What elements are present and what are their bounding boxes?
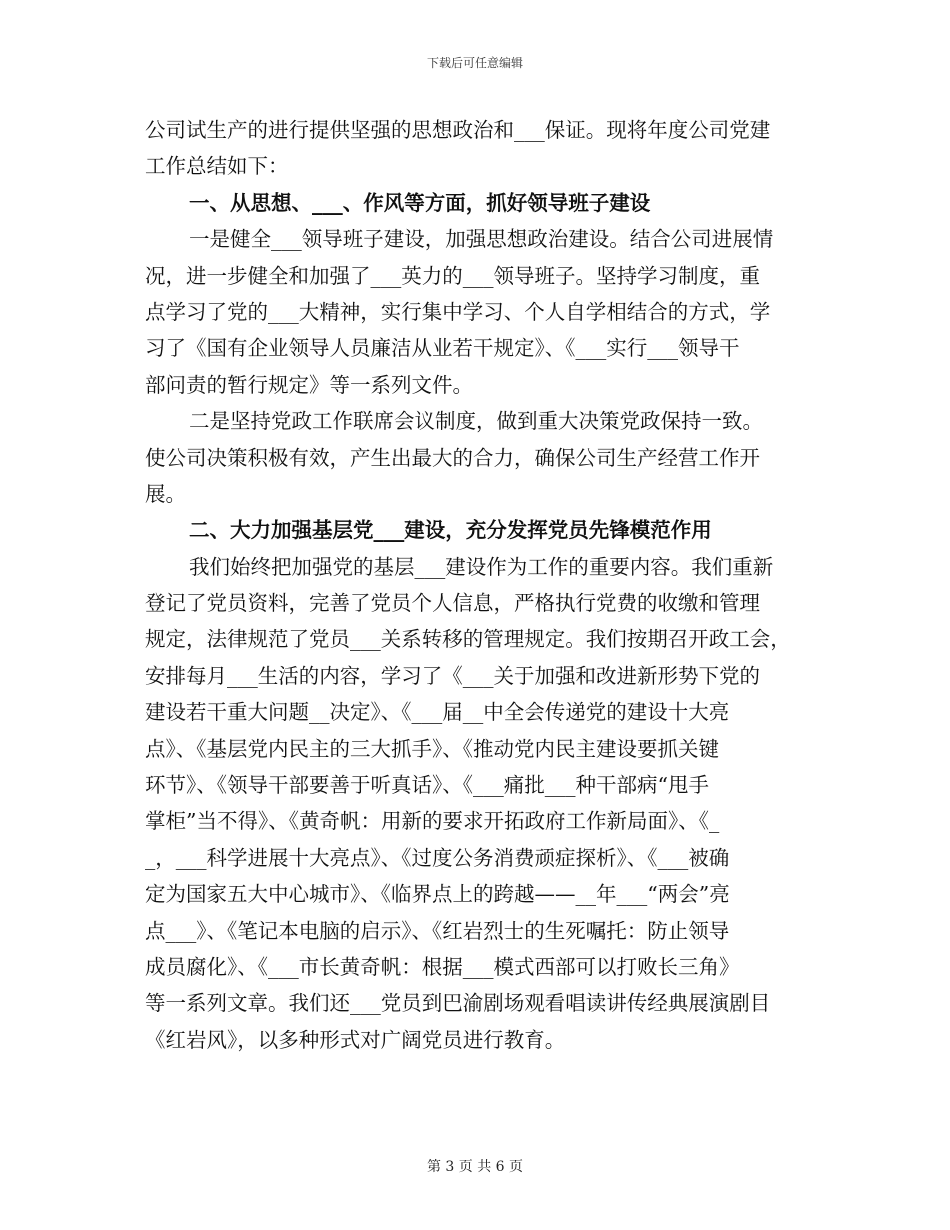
paragraph-line: 使公司决策积极有效，产生出最大的合力，确保公司生产经营工作开 <box>145 445 760 470</box>
section-heading-line: 一、从思想、___、作风等方面，抓好领导班子建设 <box>189 190 651 215</box>
section-heading-line: 二、大力加强基层党___建设，充分发挥党员先锋模范作用 <box>189 518 712 543</box>
paragraph-line: 建设若干重大问题__决定》、《___届__中全会传递党的建设十大亮 <box>145 700 730 725</box>
paragraph-line: 点学习了党的___大精神，实行集中学习、个人自学相结合的方式，学 <box>145 299 771 324</box>
paragraph-line: 成员腐化》、《___市长黄奇帆：根据___模式西部可以打败长三角》 <box>145 954 740 979</box>
paragraph-line: 安排每月___生活的内容，学习了《___关于加强和改进新形势下党的 <box>145 663 760 688</box>
paragraph-line: 点》、《基层党内民主的三大抓手》、《推动党内民主建设要抓关键 <box>145 736 719 761</box>
paragraph-line: 我们始终把加强党的基层___建设作为工作的重要内容。我们重新 <box>189 554 774 579</box>
paragraph-line: 工作总结如下： <box>145 154 289 179</box>
paragraph-line: 习了《国有企业领导人员廉洁从业若干规定》、《___实行___领导干 <box>145 336 740 361</box>
paragraph-line: 环节》、《领导干部要善于听真话》、《___痛批___种干部病“甩手 <box>145 773 709 798</box>
paragraph-line: 一是健全___领导班子建设，加强思想政治建设。结合公司进展情 <box>189 227 774 252</box>
paragraph-line: 等一系列文章。我们还___党员到巴渝剧场观看唱读讲传经典展演剧目 <box>145 991 771 1016</box>
paragraph-line: 《红岩风》，以多种形式对广阔党员进行教育。 <box>145 1027 566 1052</box>
paragraph-line: 部问责的暂行规定》等一系列文件。 <box>145 372 473 397</box>
paragraph-line: 掌柜”当不得》、《黄奇帆：用新的要求开拓政府工作新局面》、《_ <box>145 809 720 834</box>
paragraph-line: 二是坚持党政工作联席会议制度，做到重大决策党政保持一致。 <box>189 409 763 434</box>
page-header-note: 下载后可任意编辑 <box>426 56 523 70</box>
paragraph-line: 点___》、《笔记本电脑的启示》、《红岩烈士的生死嘱托：防止领导 <box>145 918 730 943</box>
paragraph-line: 公司试生产的进行提供坚强的思想政治和___保证。现将年度公司党建 <box>145 118 771 142</box>
paragraph-line: 规定，法律规范了党员___关系转移的管理规定。我们按期召开政工会， <box>145 627 791 652</box>
page-number: 第 3 页 共 6 页 <box>426 1159 524 1175</box>
paragraph-line: 登记了党员资料，完善了党员个人信息，严格执行党费的收缴和管理 <box>145 591 760 616</box>
paragraph-line: _，___科学进展十大亮点》、《过度公务消费顽症探析》、《___被确 <box>145 845 730 870</box>
paragraph-line: 展。 <box>145 481 186 506</box>
paragraph-line: 定为国家五大中心城市》、《临界点上的跨越——__年___“两会”亮 <box>145 882 730 907</box>
document-body <box>145 112 805 1058</box>
paragraph-line: 况，进一步健全和加强了___英力的___领导班子。坚持学习制度，重 <box>145 263 760 288</box>
